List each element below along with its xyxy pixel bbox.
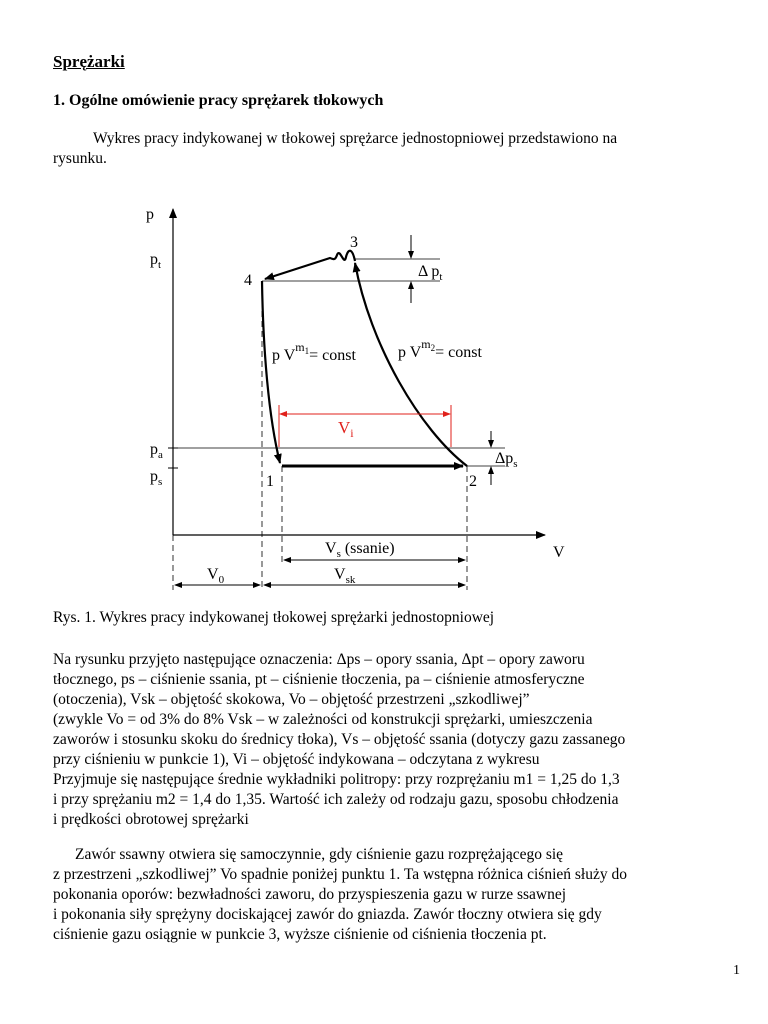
- definitions-line: przy ciśnieniu w punkcie 1), Vi – objętość indykowana – odczytana z wykresu: [53, 751, 540, 768]
- valve-line: pokonania oporów: bezwładności zaworu, do przyspieszenia gazu w rurze ssawnej: [53, 886, 567, 903]
- label-pa: $p_a$: [150, 441, 163, 461]
- section-heading: 1. Ogólne omówienie pracy sprężarek tłokowych: [53, 92, 384, 109]
- point-label-2: 2: [469, 473, 477, 490]
- point-label-1: 1: [266, 473, 274, 490]
- definitions-line: Na rysunku przyjęto następujące oznaczenia: Δps – opory ssania, Δpt – opory zaworu: [53, 651, 585, 668]
- definitions-line: Przyjmuje się następujące średnie wykładniki politropy: przy rozprężaniu m1 = 1,25 do 1,3: [53, 771, 620, 788]
- intro-line-2: rysunku.: [53, 150, 107, 167]
- delta-ps-label: $\Delta p_s$: [495, 450, 518, 470]
- vsk-label: $V_{sk}$: [334, 566, 356, 586]
- pv-diagram: [0, 195, 768, 600]
- delta-pt-label: Δ $p_t$: [418, 263, 443, 283]
- definitions-line: i prędkości obrotowej sprężarki: [53, 811, 249, 828]
- valve-line: ciśnienie gazu osiągnie w punkcie 3, wyższe ciśnienie od ciśnienia tłoczenia pt.: [53, 926, 547, 943]
- v0-label: $V_0$: [207, 566, 225, 586]
- vs-label: $V_s$ (ssanie): [325, 540, 395, 560]
- definitions-line: tłocznego, ps – ciśnienie ssania, pt – ciśnienie tłoczenia, pa – ciśnienie atmosferyczne: [53, 671, 585, 688]
- valve-line: Zawór ssawny otwiera się samoczynnie, gdy ciśnienie gazu rozprężającego się: [75, 846, 564, 863]
- definitions-line: (zwykle Vo = od 3% do 8% Vsk – w zależności od konstrukcji sprężarki, umieszczenia: [53, 711, 593, 728]
- axis-label-p: p: [146, 206, 154, 223]
- point-label-3: 3: [350, 234, 358, 251]
- valve-line: i pokonania siły sprężyny dociskającej zawór do gniazda. Zawór tłoczny otwiera się gdy: [53, 906, 602, 923]
- valve-line: z przestrzeni „szkodliwej” Vo spadnie poniżej punktu 1. Ta wstępna różnica ciśnień służy do: [53, 866, 627, 883]
- definitions-line: (otoczenia), Vsk – objętość skokowa, Vo – objętość przestrzeni „szkodliwej”: [53, 691, 530, 708]
- label-ps: $p_s$: [150, 468, 163, 488]
- figure-caption: Rys. 1. Wykres pracy indykowanej tłokowej sprężarki jednostopniowej: [53, 609, 495, 626]
- label-pt: $p_t$: [150, 251, 162, 271]
- axis-label-v: V: [553, 544, 565, 561]
- intro-line-1: Wykres pracy indykowanej w tłokowej sprężarce jednostopniowej przedstawiono na: [93, 130, 618, 147]
- valve-paragraph: [53, 845, 743, 945]
- discharge-line: [265, 251, 355, 279]
- equation-m2: p $V^m2=$ const: [398, 337, 482, 361]
- definitions-paragraph: [53, 650, 743, 830]
- page-number: 1: [733, 963, 740, 978]
- definitions-line: zaworów i stosunku skoku do średnicy tłoka), Vs – objętość ssania (dotyczy gazu zassanego: [53, 731, 626, 748]
- expansion-curve: [262, 281, 280, 463]
- vi-label: $V_i$: [338, 418, 354, 440]
- intro-paragraph: [53, 129, 723, 169]
- equation-m1: p $V^m1=$ const: [272, 340, 356, 364]
- page-title: Sprężarki: [53, 52, 125, 71]
- point-label-4: 4: [244, 272, 252, 289]
- definitions-line: i przy sprężaniu m2 = 1,4 do 1,35. Wartość ich zależy od rodzaju gazu, sposobu chłodzenia: [53, 791, 619, 808]
